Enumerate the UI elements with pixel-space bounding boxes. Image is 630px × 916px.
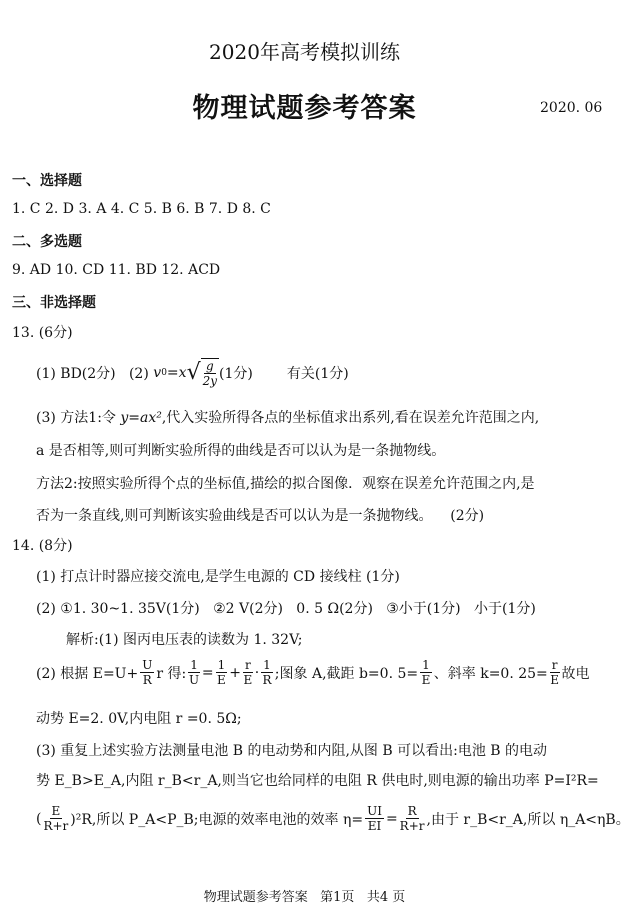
q14-part2-derivation	[36, 658, 590, 687]
page-footer: 物理试题参考答案 第1页 共4 页	[203, 890, 406, 905]
q13-part1-text: (1) BD(2分) (2)	[36, 366, 154, 382]
section-heading-multichoice: 二、多选题	[12, 234, 82, 250]
q14-d-b: r 得:	[156, 665, 187, 682]
q13-v0-sub: 0	[161, 368, 167, 378]
q14-d-h: 故电	[561, 665, 590, 682]
q14-e-c: =	[385, 810, 398, 827]
q14-emf-result: 动势 E=2. 0V,内电阻 r =0. 5Ω;	[36, 711, 242, 727]
q14-d-d: +	[229, 664, 241, 681]
q13-part1	[36, 358, 349, 388]
q14-part3-line1: (3) 重复上述实验方法测量电池 B 的电动势和内阻,从图 B 可以看出:电池 B 的电动	[36, 743, 548, 759]
fraction-e-rr: $\frac{E}{R+r}$	[43, 804, 69, 833]
document-title: 物理试题参考答案	[192, 93, 417, 124]
q13-part3-line4: 否为一条直线,则可判断该实验曲线是否可以认为是一条抛物线。 (2分)	[36, 508, 485, 524]
multichoice-answers: 9. AD 10. CD 11. BD 12. ACD	[12, 262, 221, 278]
fraction-r-rr: $\frac{R}{R+r}$	[399, 804, 425, 833]
fraction-1-e: $\frac{1}{E}$	[217, 658, 226, 687]
fraction-1-r: $\frac{1}{R}$	[262, 658, 272, 687]
q14-part2: (2) ①1. 30~1. 35V(1分) ②2 V(2分) 0. 5 Ω(2分) ③小于(1分) 小于(1分)	[36, 601, 536, 617]
fraction-slope: $\frac{r}{E}$	[550, 658, 560, 687]
q13-part3-line2: a 是否相等,则可判断实验所得的曲线是否可以认为是一条抛物线。	[36, 443, 446, 459]
q14-d-g: 、斜率 k=0. 25=	[433, 665, 548, 682]
q13-frac-num: g	[205, 359, 214, 373]
exam-title: 2020年高考模拟训练	[209, 40, 400, 64]
q14-e-d: ,由于 r_B<r_A,所以 η_A<ηB。	[426, 811, 630, 828]
fraction-1-u: $\frac{1}{U}$	[188, 658, 200, 687]
q13-frac-den: 2y	[202, 374, 218, 388]
q14-part3-line2: 势 E_B>E_A,内阻 r_B<r_A,则当它也给同样的电阻 R 供电时,则电源的输出功率 P=I²R=	[36, 773, 599, 789]
fraction-u-r: $\frac{U}{R}$	[142, 658, 153, 687]
fraction-ui-ei: $\frac{UI}{EI}$	[367, 804, 382, 833]
q13-v0: v	[153, 365, 162, 381]
q13-p3-text-b: ,代入实验所得各点的坐标值求出系列,看在误差允许范围之内,	[161, 410, 540, 426]
q13-formula-eq: =x	[166, 365, 187, 381]
q13-part1-related: 有关(1分)	[286, 366, 349, 382]
q13-part3-line3: 方法2:按照实验所得个点的坐标值,描绘的拟合图像．观察在误差允许范围之内,是	[36, 476, 535, 492]
q14-analysis: 解析:(1) 图丙电压表的读数为 1. 32V;	[66, 632, 303, 648]
q14-d-e: ·	[254, 664, 260, 681]
choice-answers: 1. C 2. D 3. A 4. C 5. B 6. B 7. D 8. C	[12, 201, 271, 217]
q13-label: 13. (6分)	[12, 325, 73, 341]
fraction-intercept: $\frac{1}{E}$	[421, 658, 431, 687]
q13-part3-line1	[36, 407, 539, 427]
fraction-r-e: $\frac{r}{E}$	[243, 658, 253, 687]
q14-label: 14. (8分)	[12, 538, 73, 554]
q14-e-b: )²R,所以 P_A<P_B;电源的效率电池的效率 η=	[70, 811, 364, 828]
q13-p3-formula: y=ax²	[120, 410, 162, 426]
sqrt-symbol: √ $\frac{g}{2y}$	[186, 359, 218, 388]
q14-part3-line3	[36, 804, 630, 833]
q14-e-a: (	[36, 810, 42, 827]
q13-part1-score: (1分)	[219, 366, 253, 382]
q13-fraction	[203, 359, 217, 388]
q14-d-c: =	[201, 664, 214, 681]
section-heading-nonchoice: 三、非选择题	[12, 295, 96, 311]
q13-p3-text-a: (3) 方法1:令	[36, 410, 121, 426]
q14-d-f: ;图象 A,截距 b=0. 5=	[274, 665, 419, 682]
section-heading-choice: 一、选择题	[12, 173, 82, 189]
q14-part1: (1) 打点计时器应接交流电,是学生电源的 CD 接线柱 (1分)	[36, 569, 400, 585]
q14-d-a: (2) 根据 E=U+	[36, 665, 139, 682]
document-date: 2020. 06	[540, 100, 603, 116]
